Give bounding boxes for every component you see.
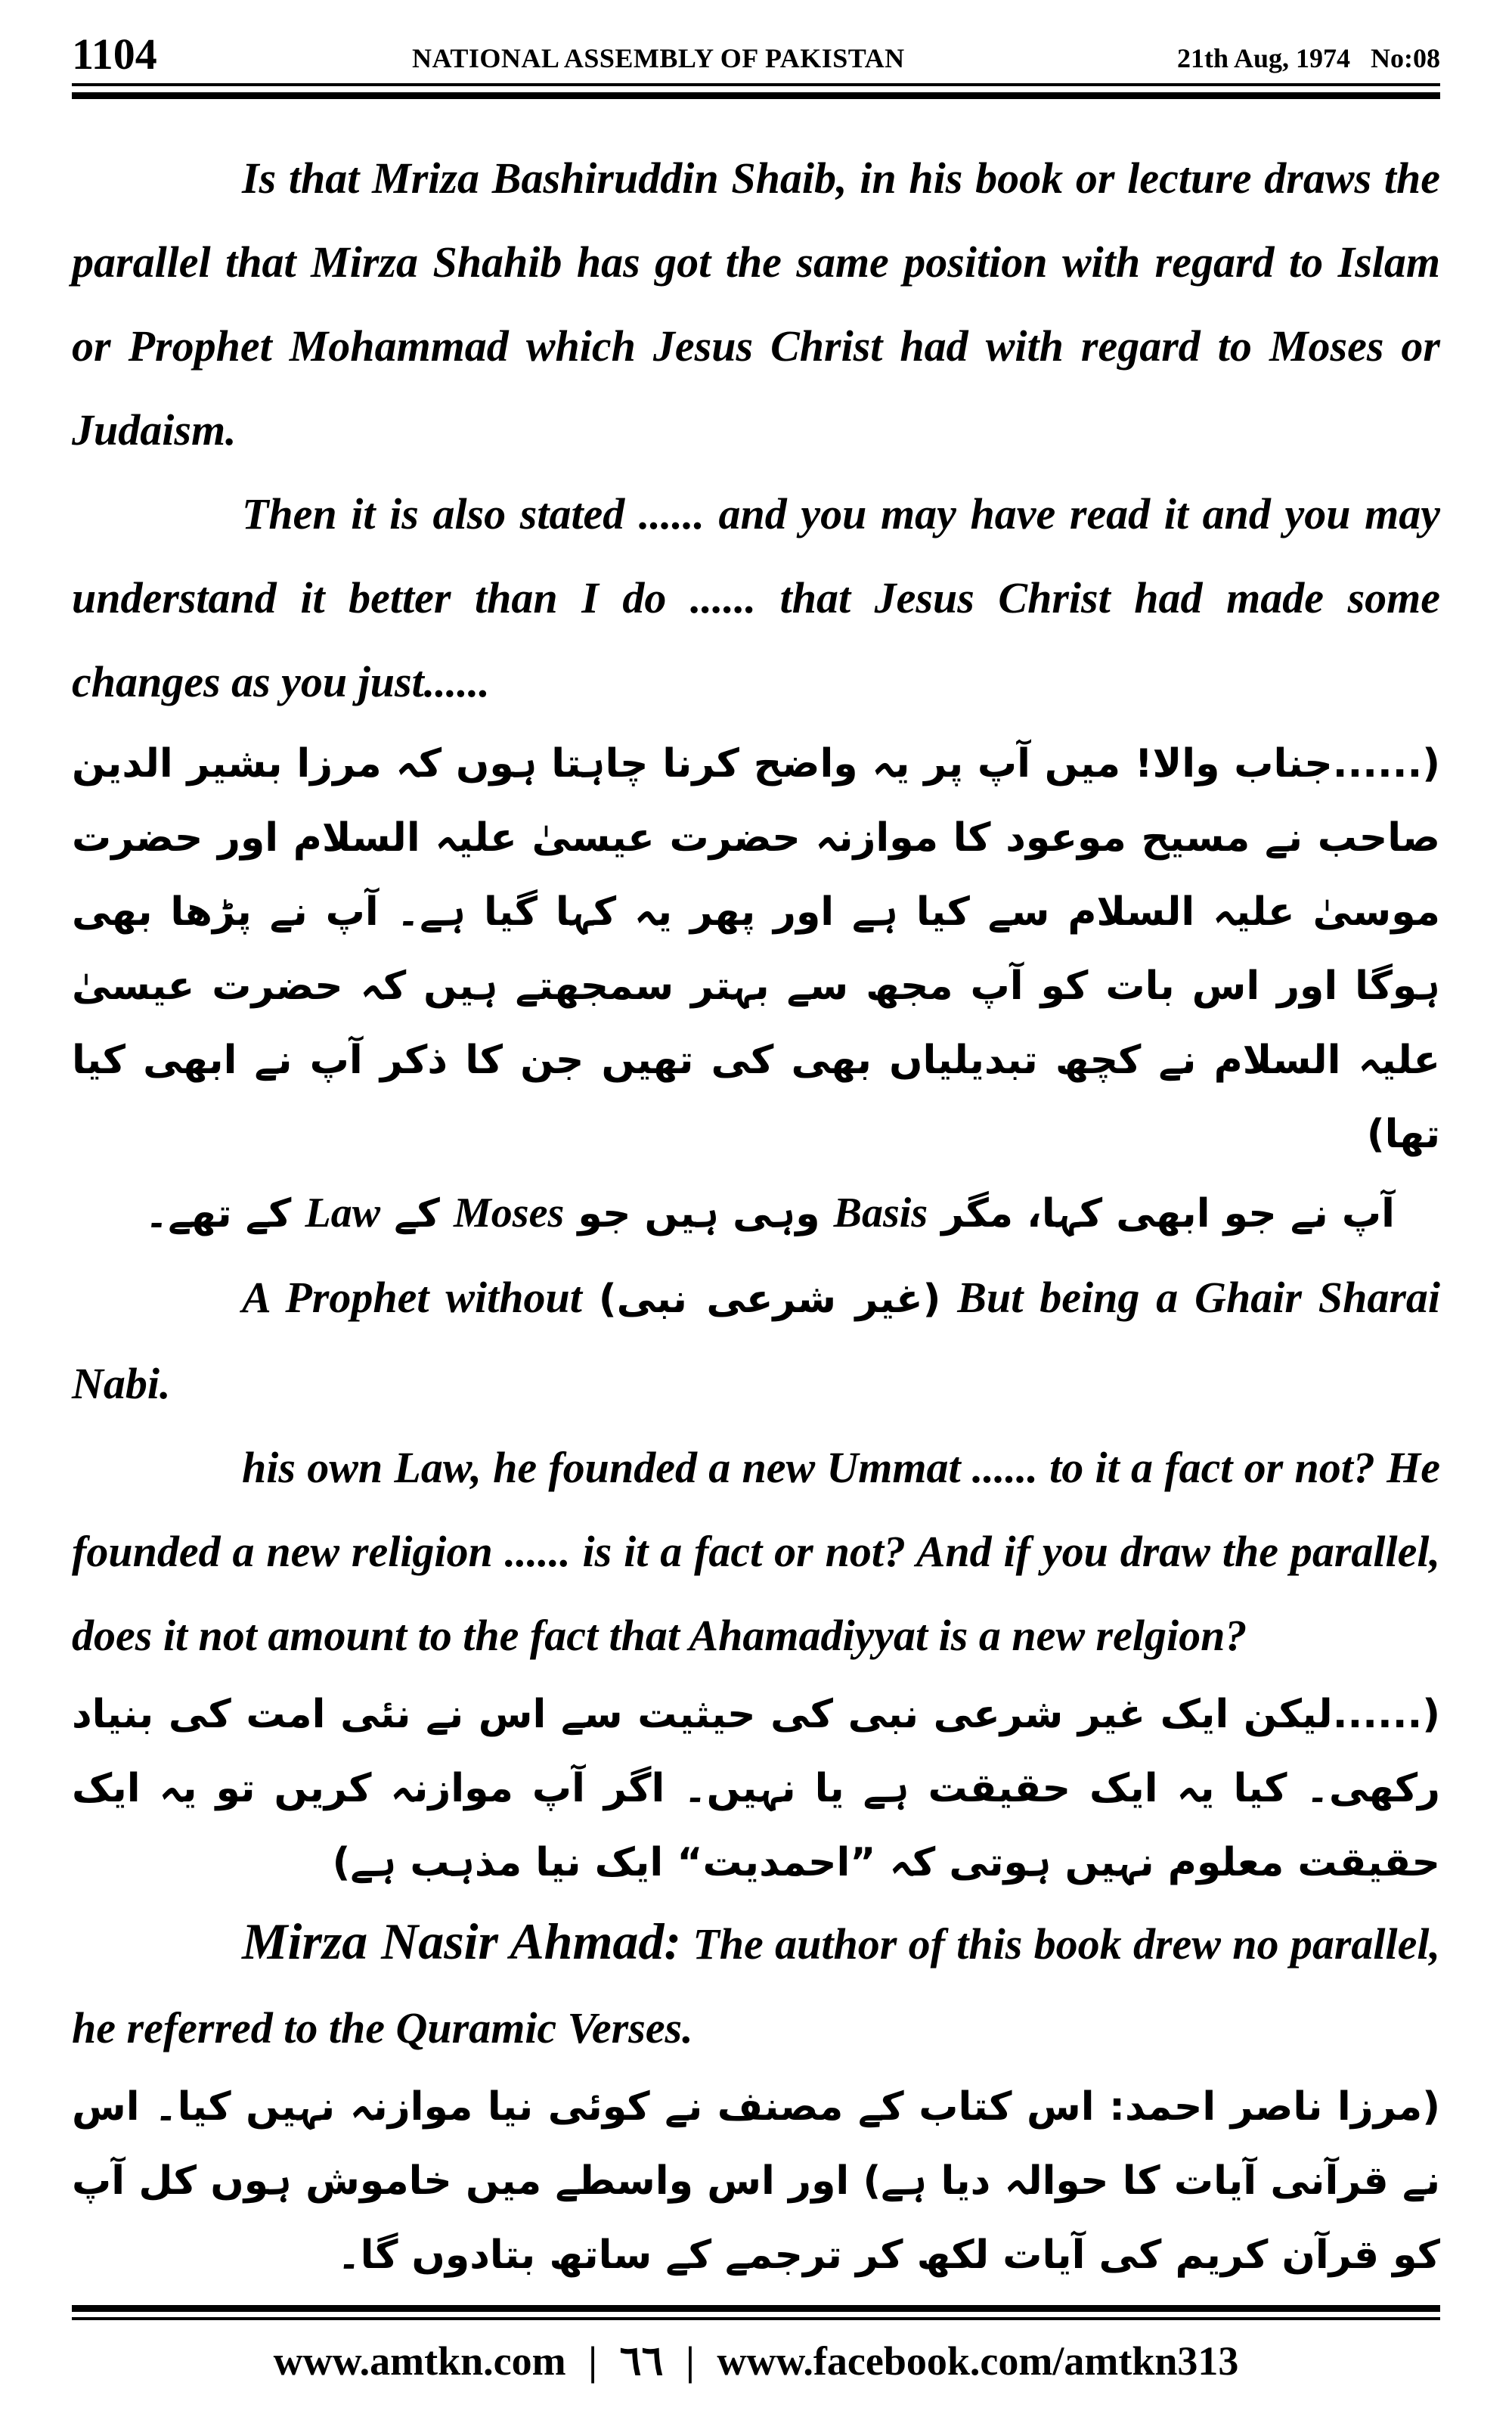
term-moses: Moses <box>454 1190 565 1236</box>
page-footer <box>72 2337 1440 2390</box>
english-paragraph-5 <box>72 1900 1440 2070</box>
speaker-statement: The author of this book drew no parallel, he referred to the Quramic Verses. <box>72 1919 1440 2052</box>
paragraph-3-urdu: (غیر شرعی نبی) <box>598 1277 941 1322</box>
english-paragraph-1: Is that Mriza Bashiruddin Shaib, in his book or lecture draws the parallel that Mirza Shahib has got the same position with regard to Islam or Prophet Mohammad which Jesus Christ had with regard to Moses or Judaism. <box>72 154 1440 455</box>
term-basis: Basis <box>833 1190 928 1236</box>
urdu-paragraph-1: (......جناب والا! میں آپ پر یہ واضح کرنا چاہتا ہوں کہ مرزا بشیر الدین صاحب نے مسیح موعود کا موازنہ حضرت عیسیٰ علیہ السلام اور حضرت موسیٰ علیہ السلام سے کیا ہے اور پھر یہ کہا گیا ہے۔ آپ نے پڑھا بھی ہوگا اور اس بات کو آپ مجھ سے بہتر سمجھتے ہیں کہ حضرت عیسیٰ علیہ السلام نے کچھ تبدیلیاں بھی کی تھیں جن کا ذکر آپ نے ابھی کیا تھا) <box>72 741 1440 1157</box>
header-title: NATIONAL ASSEMBLY OF PAKISTAN <box>412 43 905 73</box>
term-law: Law <box>305 1190 381 1236</box>
urdu-fragment-c: کے <box>394 1191 440 1236</box>
header-date-number: 21th Aug, 1974 No:08 <box>1176 43 1440 73</box>
paragraph-3-part-a: A Prophet without <box>242 1273 582 1322</box>
footer-separator-left: | <box>588 2338 597 2384</box>
footer-separator-right: | <box>686 2338 695 2384</box>
english-paragraph-2: Then it is also stated ...... and you may have read it and you may understand it better than I do ...... that Jesus Christ had made some changes as you just...... <box>72 489 1440 706</box>
footer-rule-thick <box>72 2305 1440 2312</box>
english-paragraph-3 <box>72 1255 1440 1426</box>
paragraph-3-part-b: But being a Ghair Sharai Nabi. <box>72 1273 1441 1408</box>
page-number: 1104 <box>72 29 157 79</box>
urdu-fragment-a: آپ نے جو ابھی کہا، مگر <box>941 1191 1395 1236</box>
urdu-paragraph-3: (مرزا ناصر احمد: اس کتاب کے مصنف نے کوئی نیا موازنہ نہیں کیا۔ اس نے قرآنی آیات کا حوالہ دیا ہے) اور اس واسطے میں خاموش ہوں کل آپ کو قرآن کریم کی آیات لکھ کر ترجمے کے ساتھ بتادوں گا۔ <box>72 2084 1440 2278</box>
footer-left-url[interactable]: www.amtkn.com <box>273 2338 566 2384</box>
header-rule-thin <box>72 83 1440 86</box>
header-rule-thick <box>72 92 1440 99</box>
footer-page-mark: ٦٦ <box>619 2338 664 2384</box>
urdu-mixed-line <box>72 1171 1440 1255</box>
urdu-fragment-b: وہی ہیں جو <box>578 1191 820 1236</box>
urdu-paragraph-2: (......لیکن ایک غیر شرعی نبی کی حیثیت سے اس نے نئی امت کی بنیاد رکھی۔ کیا یہ ایک حقیقت ہے یا نہیں۔ اگر آپ موازنہ کریں تو یہ ایک حقیقت معلوم نہیں ہوتی کہ ”احمدیت“ ایک نیا مذہب ہے) <box>72 1692 1440 1885</box>
footer-rule-thin <box>72 2317 1440 2320</box>
page-content <box>72 136 1440 2292</box>
urdu-fragment-d: کے تھے۔ <box>144 1191 292 1236</box>
page-header <box>72 29 1440 82</box>
speaker-name: Mirza Nasir Ahmad: <box>242 1913 682 1970</box>
english-paragraph-4: his own Law, he founded a new Ummat ...... to it a fact or not? He founded a new religion ...... is it a fact or not? And if you draw the parallel, does it not amount to the fact that Ahamadiyyat is a new relgion? <box>72 1443 1440 1660</box>
footer-right-url[interactable]: www.facebook.com/amtkn313 <box>717 2338 1239 2384</box>
